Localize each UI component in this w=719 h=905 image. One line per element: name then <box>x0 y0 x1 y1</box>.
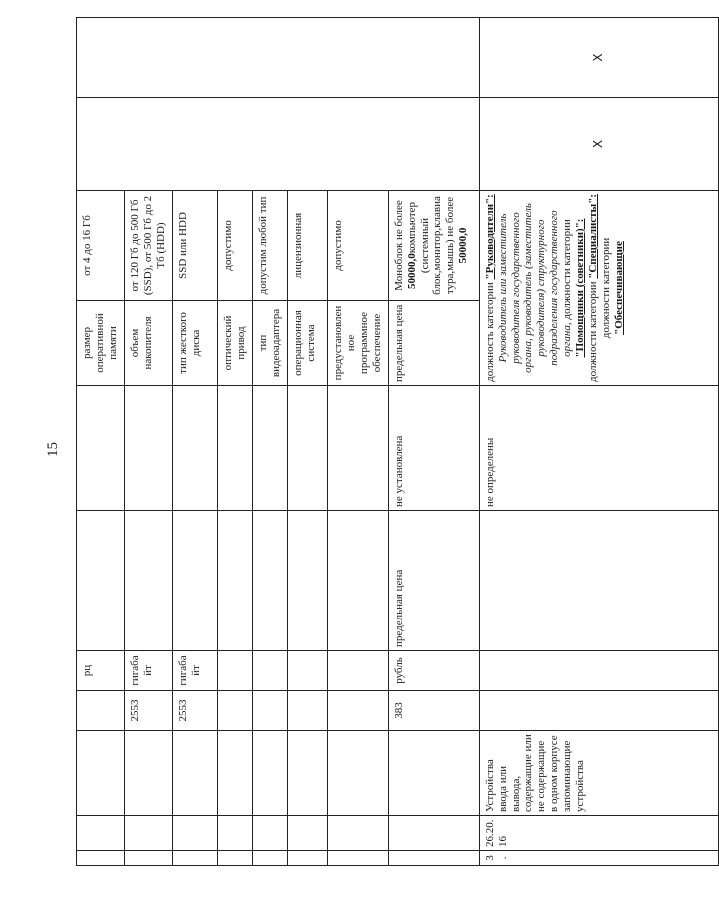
cell-empty <box>479 511 718 651</box>
row-index: 3. <box>479 851 718 866</box>
value-status: не установлена <box>388 386 479 511</box>
rotated-table-stage <box>76 18 626 866</box>
cell-empty <box>327 851 388 866</box>
cell-empty <box>172 386 217 511</box>
okei-code: 383 <box>388 691 479 731</box>
cell-empty <box>327 691 388 731</box>
spec-value: от 120 Гб до 500 Гб (SSD), от 500 Гб до 2 Тб (HDD) <box>124 191 172 301</box>
spec-name: оптический привод <box>217 301 252 386</box>
cell-empty <box>124 731 172 816</box>
okei-unit: рубль <box>388 651 479 691</box>
cell-empty <box>77 98 480 191</box>
spec-name: размер оперативной памяти <box>77 301 125 386</box>
cell-empty <box>217 731 252 816</box>
cell-empty <box>217 511 252 651</box>
product-name: Устройства ввода или вывода, содержащие или не содержащие в одном корпусе запоминающие устройства <box>479 731 718 816</box>
cross-mark: X <box>479 98 718 191</box>
page-number: 15 <box>45 442 61 457</box>
cell-empty <box>124 386 172 511</box>
positions-description: должность категории "Руководители": Руководитель или заместитель руководителя государственного органа, руководитель (заместитель руководителя) структурного подразделения государственного органа, должности категории "Помощники (советники)": должности категории "Специалисты": должности категории "Обеспечивающие <box>479 191 718 386</box>
cell-empty <box>252 511 287 651</box>
cell-empty <box>327 731 388 816</box>
cell-empty <box>252 731 287 816</box>
cell-empty <box>287 651 327 691</box>
spec-value: допустимо <box>327 191 388 301</box>
cell-empty <box>252 651 287 691</box>
cell-empty <box>479 651 718 691</box>
cell-empty <box>124 851 172 866</box>
cell-empty <box>77 511 125 651</box>
cell-empty <box>287 511 327 651</box>
cell-empty <box>388 731 479 816</box>
cell-empty <box>77 851 125 866</box>
cell-empty <box>252 691 287 731</box>
cell-empty <box>217 386 252 511</box>
cell-empty <box>252 386 287 511</box>
cell-empty <box>217 816 252 851</box>
cell-empty <box>327 511 388 651</box>
okei-unit: гигабайт <box>172 651 217 691</box>
spec-value: лицензионная <box>287 191 327 301</box>
okei-code: 2553 <box>172 691 217 731</box>
cell-empty <box>172 511 217 651</box>
cell-empty <box>217 851 252 866</box>
cross-mark: X <box>479 18 718 98</box>
spec-name: предельная цена <box>388 301 479 386</box>
cell-empty <box>252 851 287 866</box>
okei-code: 2553 <box>124 691 172 731</box>
cell-empty <box>77 18 480 98</box>
rotated-table <box>76 18 626 866</box>
cell-empty <box>124 816 172 851</box>
spec-name: объем накопителя <box>124 301 172 386</box>
cell-empty <box>388 851 479 866</box>
cell-empty <box>124 511 172 651</box>
spec-value: допустим любой тип <box>252 191 287 301</box>
spec-value: допустимо <box>217 191 252 301</box>
spec-value: SSD или HDD <box>172 191 217 301</box>
cell-empty <box>287 386 327 511</box>
spec-name: тип видеоадаптера <box>252 301 287 386</box>
cell-empty <box>252 816 287 851</box>
cell-empty <box>217 691 252 731</box>
price-limit-value: Моноблок не более 50000,0компьютер (системный блок,монитор,клавиатура,мышь) не более 50000,0 <box>388 191 479 301</box>
cell-empty <box>327 386 388 511</box>
cell-empty <box>77 386 125 511</box>
cell-empty <box>327 816 388 851</box>
cell-empty <box>217 651 252 691</box>
cell-empty <box>287 816 327 851</box>
cell-empty <box>388 816 479 851</box>
cell-empty <box>287 851 327 866</box>
positions-status: не определены <box>479 386 718 511</box>
cell-empty <box>172 816 217 851</box>
cell-empty <box>327 651 388 691</box>
spec-value: от 4 до 16 Гб <box>77 191 125 301</box>
cell-empty <box>172 731 217 816</box>
requirements-table <box>76 17 719 866</box>
cell-empty <box>77 816 125 851</box>
spec-name: операционная система <box>287 301 327 386</box>
property-name: предельная цена <box>388 511 479 651</box>
cell-empty <box>172 851 217 866</box>
cell-empty <box>479 691 718 731</box>
okpd-code: 26.20.16 <box>479 816 718 851</box>
spec-name: тип жесткого диска <box>172 301 217 386</box>
cell-empty <box>77 691 125 731</box>
cell-empty <box>77 731 125 816</box>
okei-unit: гигабайт <box>124 651 172 691</box>
spec-name: предустановленное программное обеспечение <box>327 301 388 386</box>
cell-empty <box>287 691 327 731</box>
cell-empty <box>287 731 327 816</box>
unit-header-tail: рц <box>77 651 125 691</box>
